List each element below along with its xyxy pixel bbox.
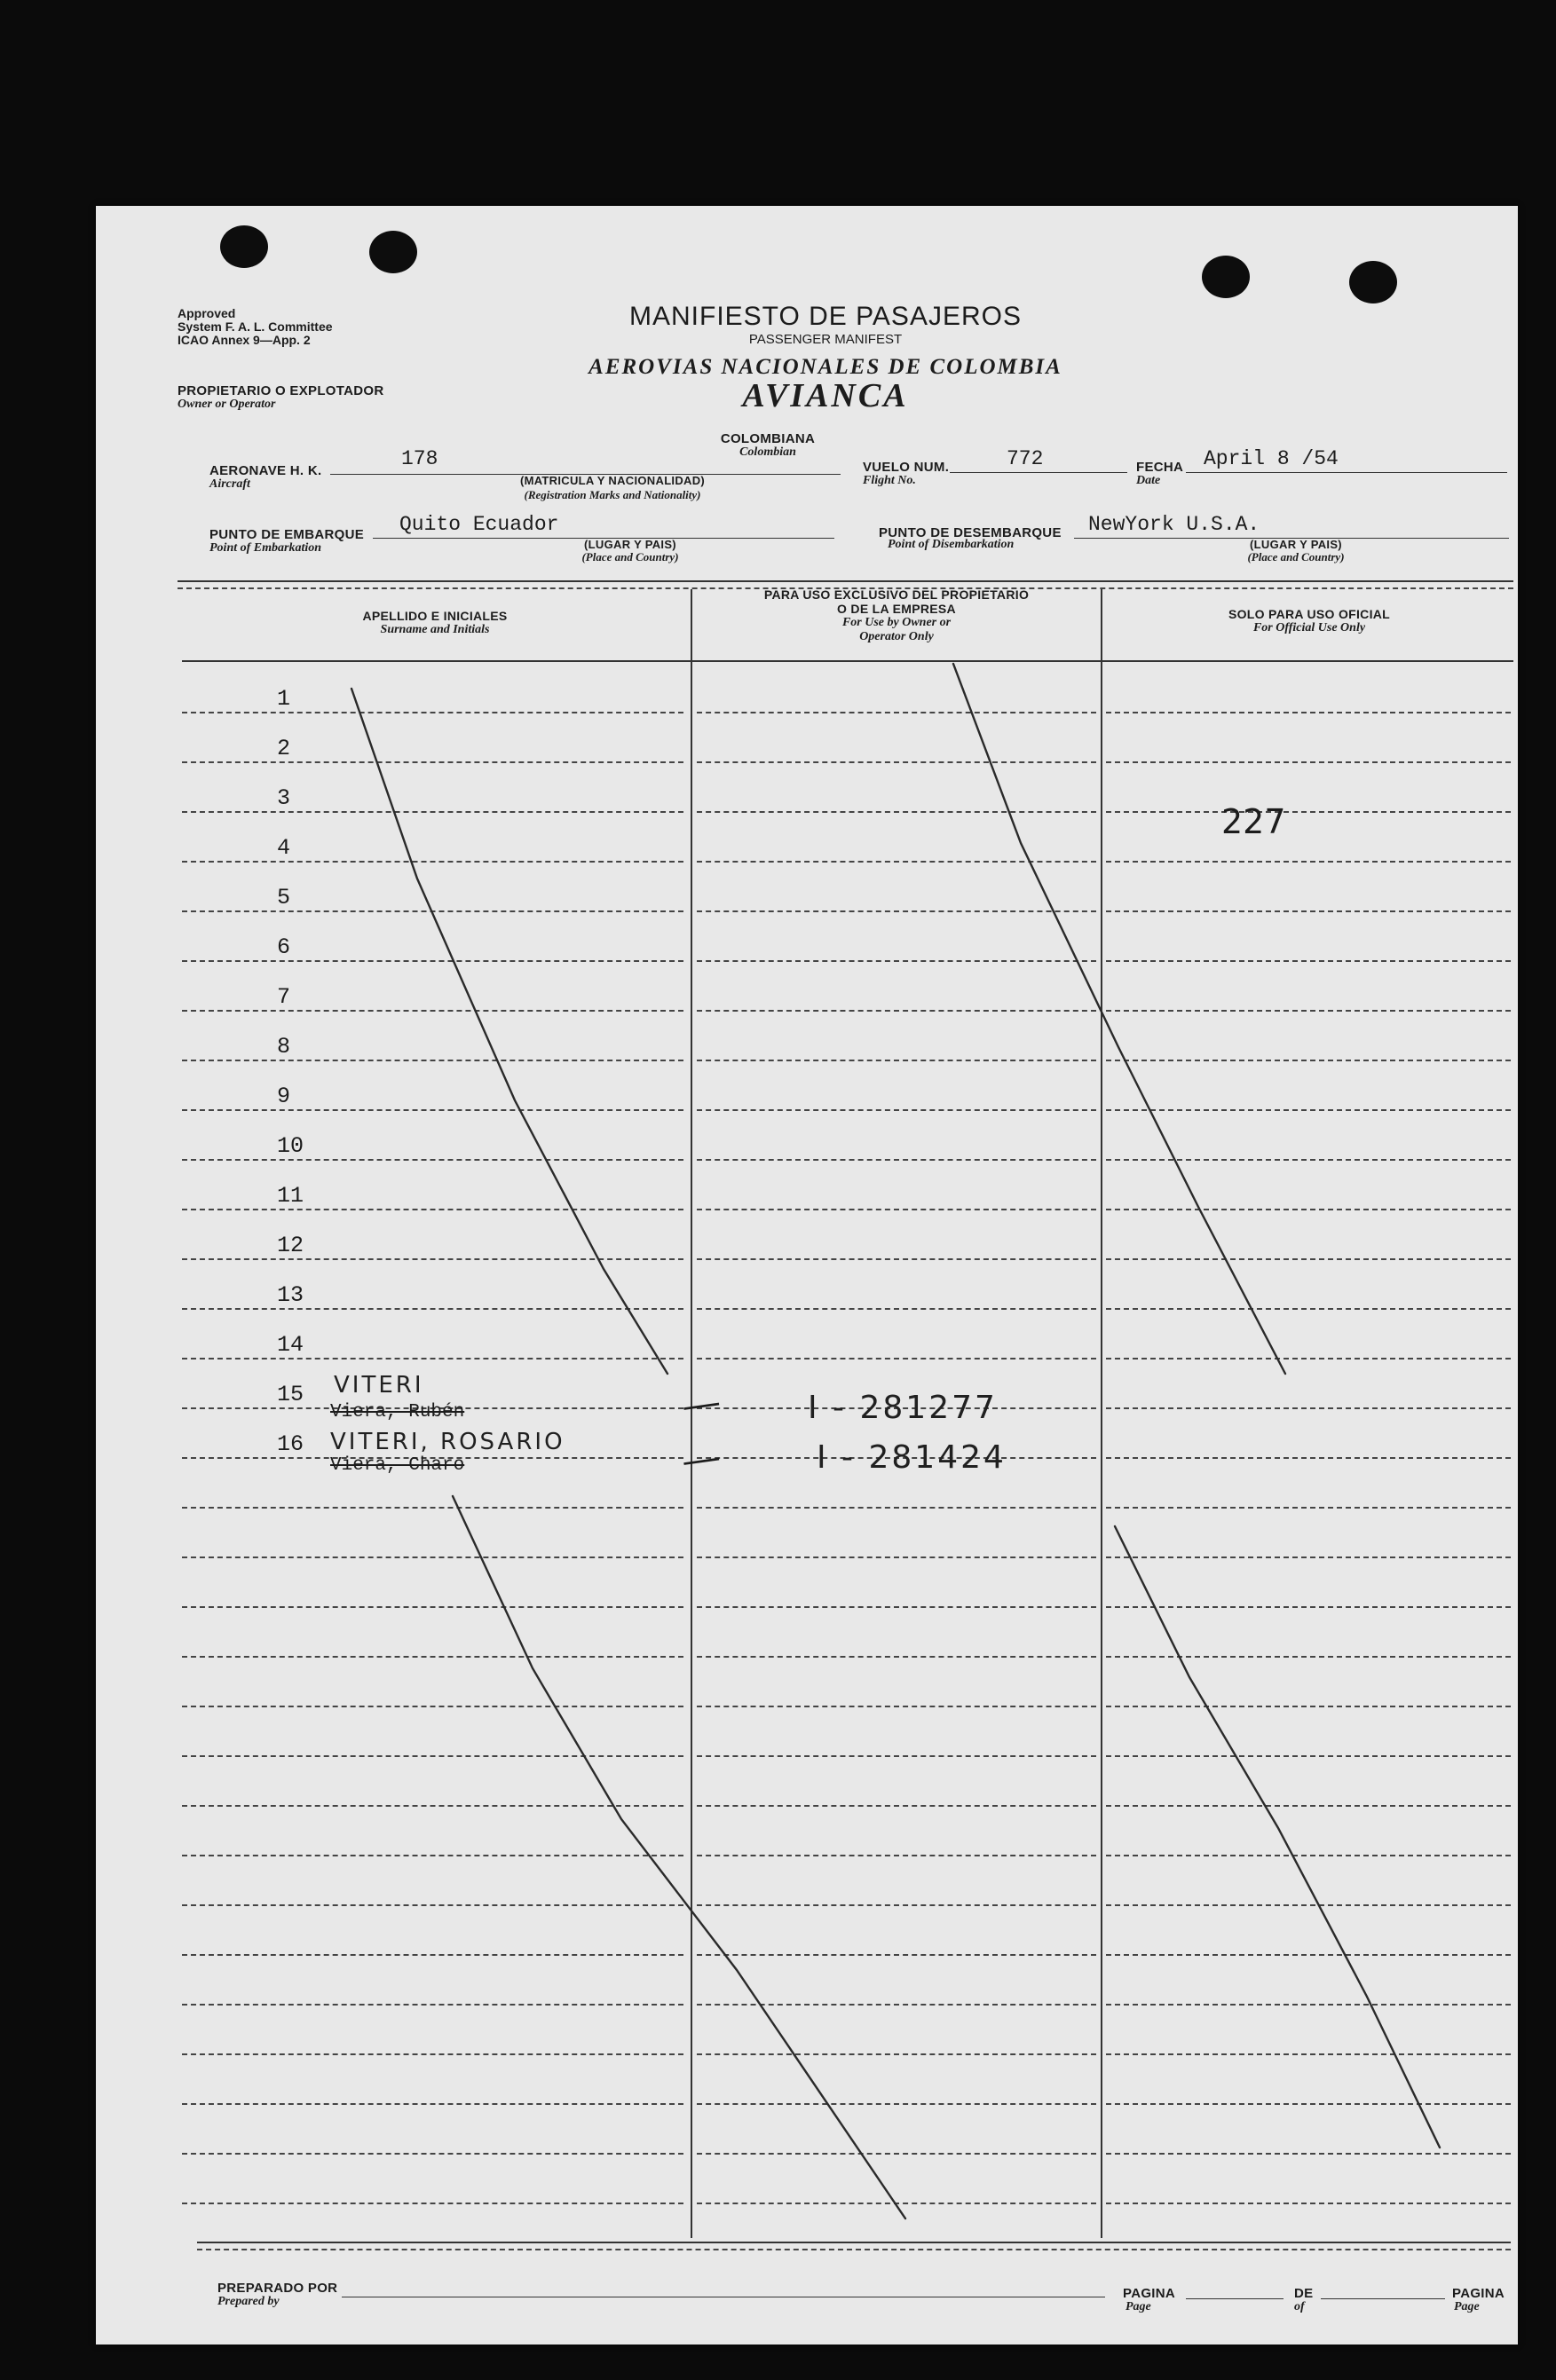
col-header-es: O DE LA EMPRESA xyxy=(837,602,956,616)
col-header-es: APELLIDO E INICIALES xyxy=(362,609,508,623)
passenger-handwritten-name: VITERI xyxy=(334,1372,424,1399)
footer-rule xyxy=(197,2242,1511,2243)
passenger-document: I - 281424 xyxy=(817,1439,1007,1476)
row-number: 8 xyxy=(277,1034,291,1060)
date-label: FECHA xyxy=(1136,460,1184,475)
row-number: 15 xyxy=(277,1382,304,1407)
date-value: April 8 /54 xyxy=(1204,447,1339,470)
row-number: 2 xyxy=(277,736,291,761)
cancel-stroke xyxy=(351,689,667,1374)
embark-label-en: Point of Embarkation xyxy=(209,541,322,555)
embark-label: PUNTO DE EMBARQUE xyxy=(209,527,365,542)
aircraft-label: AERONAVE H. K. xyxy=(209,463,322,478)
row-number: 3 xyxy=(277,785,291,811)
of-label-en: of xyxy=(1294,2300,1305,2313)
approval-line: System F. A. L. Committee xyxy=(178,319,333,334)
airline-full: AEROVIAS NACIONALES DE COLOMBIA xyxy=(588,355,1062,379)
col-header-en: For Official Use Only xyxy=(1252,621,1366,634)
title-es: MANIFIESTO DE PASAJEROS xyxy=(629,302,1022,331)
page-label: PAGINA xyxy=(1452,2286,1505,2301)
row-number: 11 xyxy=(277,1183,304,1209)
flight-label-en: Flight No. xyxy=(863,474,916,487)
embark-value: Quito Ecuador xyxy=(399,513,559,536)
place-label: (LUGAR Y PAIS) xyxy=(1250,538,1342,551)
place-label-en: (Place and Country) xyxy=(581,550,679,563)
col-header-en: Surname and Initials xyxy=(380,623,490,636)
row-number: 9 xyxy=(277,1084,291,1109)
registration-label-en: (Registration Marks and Nationality) xyxy=(524,488,701,501)
place-label: (LUGAR Y PAIS) xyxy=(584,538,676,551)
owner-mark: — xyxy=(681,1382,722,1426)
col-header-en: For Use by Owner or xyxy=(841,616,952,629)
row-number: 5 xyxy=(277,885,291,910)
disembark-value: NewYork U.S.A. xyxy=(1088,513,1260,536)
footer-rule xyxy=(197,2249,1511,2250)
page-label-en: Page xyxy=(1126,2300,1151,2313)
cancel-stroke xyxy=(953,664,1285,1374)
row-number: 1 xyxy=(277,686,291,712)
col-header-es: SOLO PARA USO OFICIAL xyxy=(1228,607,1391,621)
col-header-es: PARA USO EXCLUSIVO DEL PROPIETARIO xyxy=(763,587,1030,602)
title-en: PASSENGER MANIFEST xyxy=(748,332,903,347)
place-label-en: (Place and Country) xyxy=(1247,550,1345,563)
passenger-document: I - 281277 xyxy=(808,1390,998,1426)
aircraft-label-en: Aircraft xyxy=(209,477,250,491)
col-header-en: Operator Only xyxy=(859,630,934,643)
page-label: PAGINA xyxy=(1123,2286,1176,2301)
airline-short: AVIANCA xyxy=(742,377,909,414)
cancel-stroke xyxy=(453,1496,905,2218)
row-number: 12 xyxy=(277,1233,304,1258)
page-label-en: Page xyxy=(1454,2300,1480,2313)
field-underline xyxy=(1321,2298,1445,2299)
disembark-label: PUNTO DE DESEMBARQUE xyxy=(879,525,1062,540)
row-number: 16 xyxy=(277,1431,304,1457)
owner-mark: — xyxy=(681,1437,722,1481)
approval-line: Approved xyxy=(178,306,236,320)
owner-label-en: Owner or Operator xyxy=(178,398,276,411)
approval-line: ICAO Annex 9—App. 2 xyxy=(178,333,311,347)
passenger-typed-name: Viera, Charo xyxy=(330,1455,465,1476)
passenger-handwritten-name: VITERI, ROSARIO xyxy=(330,1429,565,1455)
nationality-label: COLOMBIANA xyxy=(720,431,816,446)
row-number: 7 xyxy=(277,984,291,1010)
official-note: 227 xyxy=(1221,802,1286,841)
of-label: DE xyxy=(1294,2286,1314,2301)
prepared-label-en: Prepared by xyxy=(217,2295,280,2308)
cancel-stroke xyxy=(1115,1526,1440,2148)
row-number: 6 xyxy=(277,934,291,960)
field-underline xyxy=(1186,2298,1284,2299)
row-number: 10 xyxy=(277,1133,304,1159)
passenger-typed-name: Viera, Rubén xyxy=(330,1402,465,1422)
row-number: 13 xyxy=(277,1282,304,1308)
owner-label: PROPIETARIO O EXPLOTADOR xyxy=(178,383,384,398)
registration-label: (MATRICULA Y NACIONALIDAD) xyxy=(519,474,706,487)
row-number: 14 xyxy=(277,1332,304,1358)
nationality-label-en: Colombian xyxy=(739,445,796,459)
aircraft-value: 178 xyxy=(401,447,438,470)
row-number: 4 xyxy=(277,835,291,861)
flight-label: VUELO NUM. xyxy=(863,460,950,475)
flight-value: 772 xyxy=(1007,447,1044,470)
date-label-en: Date xyxy=(1136,474,1161,487)
disembark-label-en: Point of Disembarkation xyxy=(888,538,1015,551)
prepared-label: PREPARADO POR xyxy=(217,2281,338,2296)
